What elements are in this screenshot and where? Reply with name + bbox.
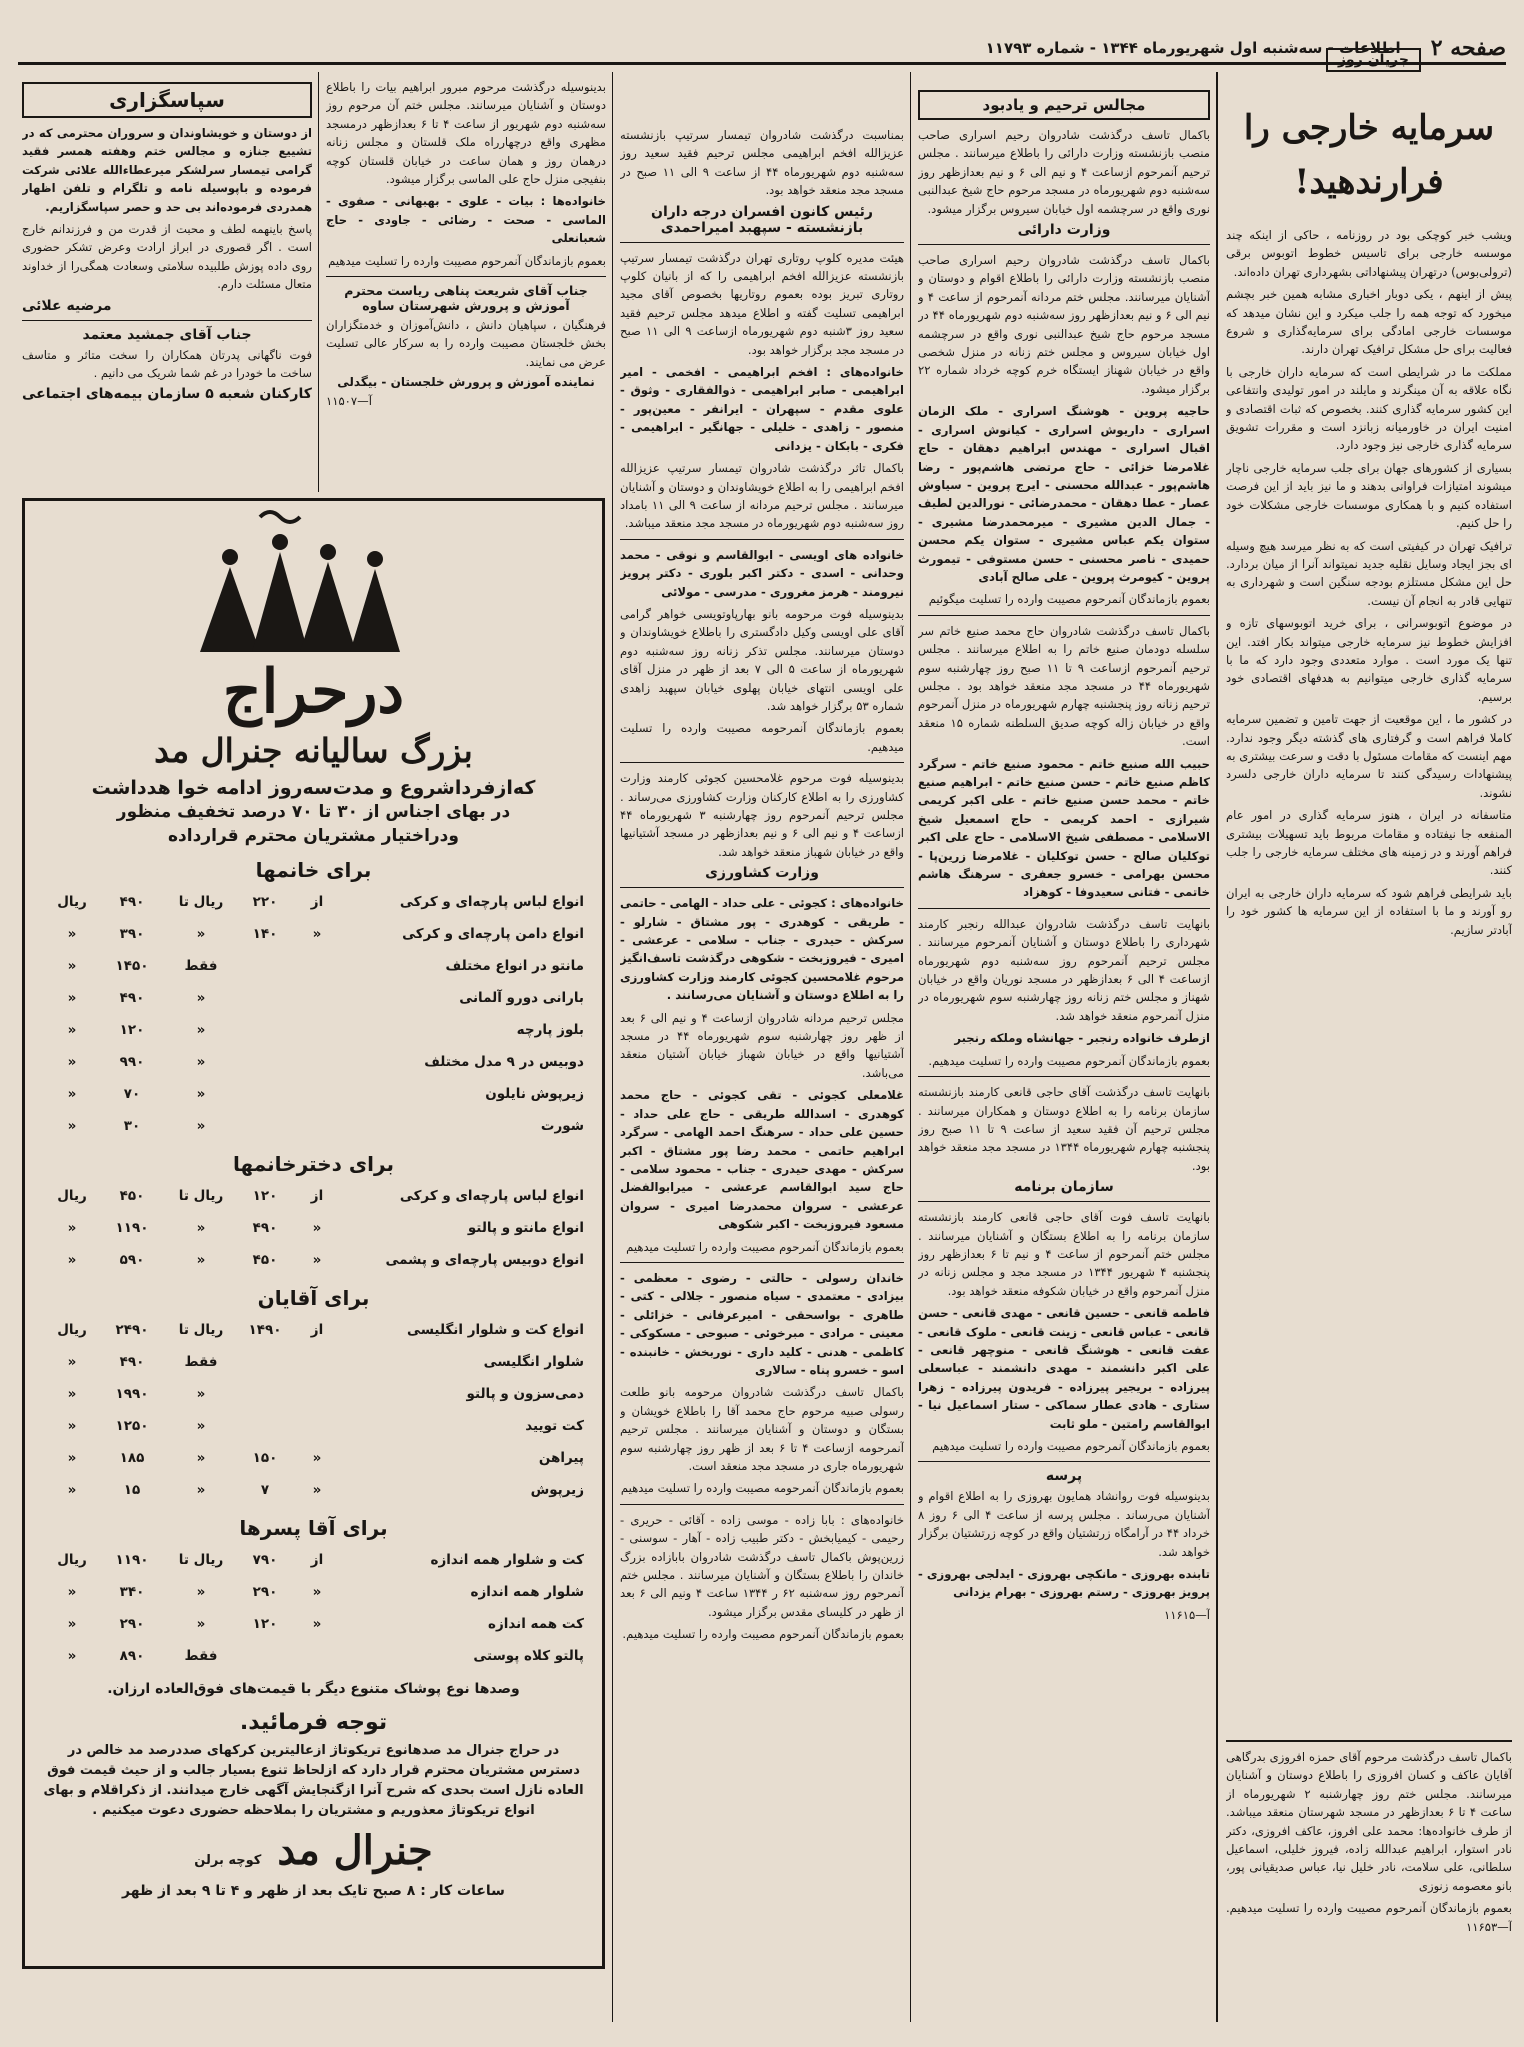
currency: «	[67, 958, 77, 974]
condolence-body: فوت ناگهانی پدرتان همکاران را سخت متاثر و متاسف ساخت ما خودرا در غم شما شریک می دانیم .	[22, 347, 312, 381]
notice-sign: نماینده آموزش و پرورش خلجستان - بیگدلی	[337, 375, 595, 390]
obituary-footer: بعموم بازماندگان آنمرحوم مصیبت وارده را تسلیت میدهیم	[932, 1439, 1210, 1453]
obituary-sign: وزارت کشاورزی	[705, 865, 819, 882]
obituaries-column-2	[620, 86, 904, 2031]
item-name: بلوز پارچه	[516, 1022, 584, 1038]
divider	[326, 276, 606, 277]
obituary-sign: وزارت دارائی	[1017, 222, 1111, 239]
ad-intro-line: در بهای اجناس از ۳۰ تا ۷۰ درصد تخفیف منظور	[116, 802, 511, 822]
ad-price-row	[25, 886, 602, 918]
editorial-title-line1: سرمایه خارجی را	[1243, 108, 1495, 148]
price-from: ۷۹۰	[252, 1552, 278, 1568]
currency: «	[67, 1054, 77, 1070]
currency: «	[67, 1252, 77, 1268]
price-to: ۴۹۰	[119, 894, 145, 910]
obituary-item: بدینوسیله فوت مرحوم غلامحسین کجوئی کارمند وزارت کشاورزی را به اطلاع کارکنان وزارت کشاورزی می‌رساند . مجلس ترحیم آنمرحوم روز چهارشنبه ۳ شهریورماه ۴۴ ازساعت ۴ و نیم الی ۶ و نیم بعدازظهر در مسجد آشتیانیها واقع در خیابان شهباز منعقد خواهد شد.	[620, 771, 904, 859]
obituary-families: فاطمه قانعی - حسین قانعی - مهدی قانعی - حسن قانعی - عباس قانعی - زینت قانعی - ملوک قانعی - عفت قانعی - هوشنگ قانعی - منوچهر قانعی - علی اکبر دانشمند - مهدی دانشمند - عباسعلی پیرزاده - بریجیر پیرزاده - فریدون پیرزاده - زهرا ستاری - هادی عطار سماکی - ستار اسماعیل نیا - ابوالقاسم رامتین - ملو ثابت	[918, 1306, 1210, 1431]
price-from: ۱۲۰	[252, 1188, 278, 1204]
to-label: «	[196, 1450, 206, 1466]
obituary-footer: بعموم بازماندگان آنمرحوم مصیبت وارده را تسلیت میدهیم	[626, 1239, 904, 1254]
obituary-families: غلامعلی کجوئی - تقی کجوئی - حاج محمد کوهدری - اسدالله طریقی - حاج علی حداد - حسین علی حداد - سرهنگ احمد الهامی - سرگرد ابراهیم حاتمی - محمد رضا پور مشتاق - اکبر سرکش - مهدی حیدری - جناب - محمود سلامی - حاج سید ابوالقاسم عرعشی - میرابوالفضل عرعشی - سروان محمدرضا امیری - سروان مسعود فیروزبخت - اکبر شکوهی	[620, 1088, 904, 1232]
obituary-families: خانواده‌های : کجوئی - علی حداد - الهامی - حاتمی - طریقی - کوهدری - پور مشتاق - شارلو - سرکش - حیدری - جناب - سلامی - عرعشی - امیری - فیروزبخت - شکوهی درگذشت تاسف‌انگیز مرحوم غلامحسین کجوئی کارمند وزارت کشاورزی را به اطلاع دوستان و آشنایان می‌رسانند .	[620, 896, 904, 1003]
item-name: شورت	[540, 1118, 584, 1134]
item-name: پالتو کلاه پوستی	[473, 1648, 584, 1664]
currency: ریال	[57, 1322, 87, 1338]
divider	[918, 1076, 1210, 1077]
obituary-families: خانواده‌های : افخم ابراهیمی - افخمی - امیر ابراهیمی - صابر ابراهیمی - ذوالفقاری - وثوق - علوی مقدم - سپهران - ایرانفر - معین‌پور - منصور - زاهدی - خلیلی - جهانگیر - ابراهیمی - فکری - بابکان - یزدانی	[620, 365, 904, 453]
divider	[620, 1504, 904, 1505]
mannequin-icon	[200, 507, 400, 657]
price-to: ۲۴۹۰	[115, 1322, 149, 1338]
to-label: «	[196, 1482, 206, 1498]
to-label: «	[196, 1054, 206, 1070]
item-name: زیرپوش نایلون	[485, 1086, 584, 1102]
ad-price-row	[25, 1346, 602, 1378]
page-number: صفحه ۲	[1430, 35, 1506, 61]
ad-section-title: برای خانمها	[255, 858, 372, 882]
item-name: کت و شلوار همه اندازه	[430, 1552, 584, 1568]
editorial-notice	[1226, 1748, 1512, 2028]
editorial-paragraph: مملکت ما در شرایطی است که سرمایه داران خارجی با نگاه علاقه به آن مینگرند و مایلند در امور تولیدی وانتفاعی این کشور سرمایه گذاری کنند. بخصوص که ثبات اقتصادی و امنیت ایران در خاورمیانه زبانزد است و مقررات تشویق سرمایه گذاری خارجی نیز وجود دارد.	[1226, 364, 1512, 453]
obituary-item: باکمال تاثر درگذشت شادروان تیمسار سرتیپ عزیزالله افخم ابراهیمی را به اطلاع خویشاوندان و دوستان و آشنایان میرسانند . مجلس ترحیم مردانه از ساعت ۹ الی ۱۱ بامداد روز سه‌شنبه دوم شهریورماه در مسجد مجد منعقد میباشد.	[620, 461, 904, 531]
editorial-paragraph: بسیاری از کشورهای جهان برای جلب سرمایه خارجی ناچار میشوند امتیازات فراوانی بدهند و ما نیز باید از این فرصت استفاده کنیم و با همکاری موسسات خارجی مشکلات خود را حل کنیم.	[1226, 460, 1512, 531]
notices-column-a	[326, 78, 606, 493]
ad-intro-line: که‌ازفرداشروع و مدت‌سه‌روز ادامه خوا هدداشت	[91, 777, 536, 799]
thanks-sign: مرضیه علائی	[22, 297, 112, 314]
from-label: «	[312, 1616, 322, 1632]
price-to: ۱۴۵۰	[115, 958, 149, 974]
obituary-item: باکمال تاسف درگذشت شادروان رحیم اسراری صاحب منصب بازنشسته وزارت دارائی را باطلاع میرسانند . مجلس ترحیم آنمرحوم ازساعت ۴ و نیم الی ۶ و نیم بعدازظهر روز سه‌شنبه دوم شهریورماه در مسجد مرحوم حاج شیخ عبدالنبی نوری واقع در سرچشمه اول خیابان سیروس برگزار میشود.	[918, 128, 1210, 216]
ad-price-row	[25, 1110, 602, 1142]
divider	[620, 1262, 904, 1263]
editorial-paragraph: در کشور ما ، این موقعیت از جهت تامین و تضمین سرمایه کاملا فراهم است و گرفتاری های گذشته دیگر وجود ندارد. مهم اینست که مقامات مسئول با دقت و سرعت بیشتری به پیشنهادات رسیدگی کنند تا سرمایه داران خارجی دلسرد نشوند.	[1226, 712, 1512, 800]
from-label: «	[312, 1482, 322, 1498]
obituary-item: باکمال تاسف درگذشت شادروان مرحومه بانو طلعت رسولی صبیه مرحوم حاج محمد آقا را باطلاع خویشان و بستگان و دوستان و آشنایان میرسانند . مجلس ترحیم آنمرحومه ازساعت ۴ تا ۶ بعد از ظهر روز چهارشنبه سوم شهریورماه جاری در مسجد مجد منعقد است.	[620, 1385, 904, 1473]
currency: «	[67, 1220, 77, 1236]
to-label: فقط	[184, 1648, 218, 1664]
price-from: ۱۲۰	[252, 1616, 278, 1632]
masthead	[18, 34, 1506, 65]
price-to: ۲۹۰	[119, 1616, 145, 1632]
price-to: ۱۹۹۰	[115, 1386, 149, 1402]
obituary-item: بدینوسیله فوت روانشاد همایون بهروزی را به اطلاع اقوام و آشنایان می‌رساند . مجلس پرسه از ساعت ۴ الی ۶ روز ۸ خرداد ۴۴ در آرامگاه زرتشتیان واقع در کوچه زرتشتیان برگزار خواهد شد.	[918, 1489, 1210, 1559]
obituary-heading: پرسه	[1045, 1468, 1083, 1485]
item-name: بارانی دورو آلمانی	[459, 990, 584, 1006]
obituary-item: مجلس ترحیم مردانه شادروان ازساعت ۴ و نیم الی ۶ بعد از ظهر روز چهارشنبه سوم شهریورماه ۴۴ در مسجد آشتیانیها واقع در خیابان شهباز خیابان آشتیان منعقد می‌باشد.	[620, 1010, 904, 1080]
to-label: فقط	[184, 958, 218, 974]
editorial-paragraph: باید شرایطی فراهم شود که سرمایه داران خارجی به ایران رو آورند و ما با استفاده از این سرمایه ها کشور خود را آبادتر سازیم.	[1226, 885, 1512, 937]
obituary-families: خانواده های اویسی - ابوالقاسم و نوقی - محمد وحدانی - اسدی - دکتر اکبر بلوری - دکتر پرویز نیرومند - هرمز مغروری - مدرسی - مولائی	[620, 547, 904, 599]
obituary-item: بانهایت تاسف فوت آقای حاجی قانعی کارمند بازنشسته سازمان برنامه را به اطلاع بستگان و آشنایان میرسانند . مجلس ختم آنمرحوم از ساعت ۴ و نیم تا ۶ بعدازظهر روز پنجشنبه ۴ شهریور ۱۳۴۴ در مسجد مجد و مجلس زنانه در منزل آنمرحوم واقع در خیابان شکوفه منعقد خواهد بود.	[918, 1210, 1210, 1298]
currency: ریال	[57, 1188, 87, 1204]
item-name: شلوار انگلیسی	[483, 1354, 584, 1370]
divider	[620, 242, 904, 243]
to-label: «	[196, 1086, 206, 1102]
item-name: انواع لباس پارچه‌ای و کرکی	[399, 894, 584, 910]
editorial-paragraph: ترافیک تهران در کیفیتی است که به نظر میرسد هیچ وسیله ای بجز ایجاد وسایل نقلیه جدید نمیتواند آنرا از میان بردارد. حل این مشکل مستلزم بودجه سنگین است و شهرداری به تنهایی قادر به انجام آن نیست.	[1226, 538, 1512, 608]
price-to: ۴۹۰	[119, 990, 145, 1006]
item-name: انواع لباس پارچه‌ای و کرکی	[399, 1188, 584, 1204]
divider	[918, 908, 1210, 909]
ad-price-row	[25, 1378, 602, 1410]
currency: «	[67, 1584, 77, 1600]
price-to: ۳۰	[123, 1118, 141, 1134]
notices-column-b	[22, 78, 312, 493]
obituary-sign: سازمان برنامه	[1014, 1179, 1114, 1196]
editorial-body	[1226, 226, 1512, 1726]
currency: ریال	[57, 894, 87, 910]
obituary-item: هیئت مدیره کلوپ روتاری تهران درگذشت تیمسار سرتیپ بازنشسته عزیزالله افخم ابراهیمی را که از بانیان کلوپ روتاری تبریز بوده بعموم روتاریها بخصوص آقای مجید ابراهیمی تسلیت گفته و اطلاع میدهد مجلس ترحیم فقید سعید روز ۳شنبه دوم شهریورماه ازساعت ۹ الی ۱۱ صبح در مسجد مجد برگزار خواهد بود.	[620, 250, 904, 357]
to-label: ریال تا	[178, 1188, 224, 1204]
ad-hours: ساعات کار : ۸ صبح تایک بعد از ظهر و ۴ تا ۹ بعد از ظهر	[122, 1883, 505, 1899]
price-to: ۴۹۰	[119, 1354, 145, 1370]
ad-title: درحراج	[222, 657, 405, 727]
divider	[918, 615, 1210, 616]
thanks-body: از دوستان و خویشاوندان و سروران محترمی که در تشییع جنازه و مجالس ختم وهفته همسر فقید گرامی تیمسار سرلشکر میرعطاءالله علائی شرکت فرموده و باپوسیله نامه و تلگرام و تلفن اظهار همدردی فرموده‌اند بی حد و حصر سپاسگزاریم.	[22, 126, 312, 214]
price-to: ۱۲۰	[119, 1022, 145, 1038]
item-name: انواع مانتو و پالتو	[467, 1220, 584, 1236]
divider	[620, 539, 904, 540]
item-name: انواع کت و شلوار انگلیسی	[407, 1322, 584, 1338]
obituary-item: خانواده‌های : بابا زاده - موسی زاده - آقائی - حریری - رحیمی - کیمیابخش - دکتر طبیب زاده - آهار - سوسنی - زرین‌پوش باکمال تاسف درگذشت شادروان بابازاده بزرگ خاندان را باطلاع بستگان و آشنایان میرسانند . مجلس ختم آنمرحوم روز سه‌شنبه ۶۲ ر ۱۳۴۴ ساعت ۴ ونیم الی ۶ بعد از ظهر در کلیسای مقدس برگزار میشود.	[620, 1512, 904, 1619]
editorial-paragraph: در موضوع اتوبوسرانی ، برای خرید اتوبوسهای تازه و افزایش خطوط نیز سرمایه خارجی میتواند بکار افتد. این تنها یک مورد است . موارد متعددی وجود دارد که ما با سرمایه گذاری خارجی میتوانیم به هدفهای اقتصادی خود برسیم.	[1226, 616, 1512, 704]
condolence-title: جناب آقای جمشید معتمد	[82, 326, 252, 343]
price-to: ۹۹۰	[119, 1054, 145, 1070]
obituary-item: بانهایت تاسف درگذشت شادروان عبدالله رنجبر کارمند شهرداری را باطلاع دوستان و آشنایان آنمرحوم میرسانند . مجلس ترحیم آنمرحوم روز سه‌شنبه دوم شهریورماه ازساعت ۴ الی ۶ بعدازظهر در مسجد نوریان واقع در خیابان شهناز و مجلس ختم زنانه روز چهارشنبه سوم شهریورماه در منزل آنمرحوم منعقد خواهد شد.	[918, 916, 1210, 1023]
currency: «	[67, 1022, 77, 1038]
to-label: «	[196, 1616, 206, 1632]
ad-price-row	[25, 918, 602, 950]
ad-intro	[45, 776, 582, 848]
ad-intro-line: ودراختیار مشتریان محترم قرارداده	[168, 826, 459, 846]
obituary-families: تابنده بهروزی - مانکچی بهروزی - ایدلجی بهروزی - پرویز بهروزی - رستم بهروزی - بهرام یزدانی	[918, 1567, 1210, 1600]
column-rule	[910, 72, 911, 2022]
ad-price-row	[25, 1474, 602, 1506]
obituary-footer: بعموم بازماندگان آنمرحومه مصیبت وارده را تسلیت میدهیم	[620, 1481, 904, 1496]
obituary-families: حبیب الله صنیع خاتم - محمود صنیع خاتم - سرگرد کاظم صنیع خاتم - حسن صنیع خاتم - ابراهیم صنیع خاتم - محمد حسن صنیع خاتم - علی اکبر کریمی شیرازی - احمد کریمی - حاج اسمعیل شیخ الاسلامی - مصطفی شیخ الاسلامی - حاج علی اکبر توکلیان صالح - حسن توکلیان - غلامرضا زرین‌پا - محسن بهرامی - خسرو جعفری - سرهنگ هاشم خاتمی - فتانی سعیدوفا - کوهزاد	[918, 756, 1210, 900]
column-rule	[612, 72, 613, 2022]
from-label: «	[312, 926, 322, 942]
from-label: «	[312, 1252, 322, 1268]
editorial-paragraph: پیش از اینهم ، یکی دوبار اخباری مشابه همین خبر بچشم میخورد که توجه همه را جلب میکرد و این نشان میدهد که موسسات خارجی امادگی برای سرمایه‌گذاری و شروع فعالیت برای حل مشکل ترافیک تهران دارند.	[1226, 287, 1512, 357]
ad-attention: توجه فرمائید.	[239, 1710, 388, 1735]
obituaries-column-1	[918, 86, 1210, 2031]
to-label: «	[196, 1386, 206, 1402]
ad-section-title: برای آقایان	[257, 1286, 370, 1310]
ad-price-row	[25, 1180, 602, 1212]
ad-price-row	[25, 1544, 602, 1576]
ad-brand-address: کوچه برلن	[194, 1853, 262, 1868]
obituary-families: ازطرف خانواده رنجبر - جهانشاه وملکه رنجبر	[954, 1031, 1210, 1046]
price-to: ۷۰	[123, 1086, 141, 1102]
price-from: ۲۲۰	[252, 894, 278, 910]
price-from: ۱۴۹۰	[248, 1322, 282, 1338]
ad-price-row	[25, 1576, 602, 1608]
notice-code: آ—۱۱۵۰۷	[326, 394, 372, 409]
thanks-body: پاسخ باینهمه لطف و محبت از قدرت من و فرزندانم خارج است . اگر قصوری در ابراز ارادت وعرض تشکر حضوری روی داده پوزش طلبیده سلامتی وسعادت همگی‌را از خداوند متعال مسئلت دارم.	[22, 222, 312, 292]
price-to: ۱۱۹۰	[115, 1552, 149, 1568]
obituary-footer: بعموم بازماندگان آنمرحومه مصیبت وارده را تسلیت میدهیم.	[620, 721, 904, 754]
to-label: «	[196, 926, 206, 942]
notice-text: بدینوسیله درگذشت مرحوم مبرور ابراهیم بیات را باطلاع دوستان و آشنایان میرسانند. مجلس ختم آن مرحوم روز سه‌شنبه دوم شهریور از ساعت ۴ تا ۶ بعدازظهر درمسجد مظهری واقع درچهارراه ملک قلستان و مجلس زنانه درهمان روز و همان ساعت در خیابان قلستان کوچه بنفیجی منزل حاج علی الماسی برگزار میشود.	[326, 80, 606, 187]
obituary-item: بدینوسیله فوت مرحومه بانو بهارپاوتویسی خواهر گرامی آقای علی اویسی وکیل دادگستری را باطلاع خویشاوندان و دوستان میرسانند. مجلس تذکر زنانه روز سه‌شنبه دوم شهریورماه از ساعت ۵ الی ۷ بعد از ظهر در منزل آقای علی اویسی انتهای خیابان پهلوی خیابان سپهبد زاهدی شماره ۵۳ برگزار خواهد شد.	[620, 606, 904, 713]
issue-line: اطلاعات - سه‌شنبه اول شهریورماه ۱۳۴۴ - شماره ۱۱۷۹۳	[985, 39, 1401, 57]
currency: «	[67, 1354, 77, 1370]
ad-price-row	[25, 1442, 602, 1474]
currency: «	[67, 1418, 77, 1434]
notice-footer: بعموم بازماندگان آنمرحوم مصیبت وارده را تسلیت میدهیم	[328, 253, 606, 268]
price-to: ۸۹۰	[119, 1648, 145, 1664]
sale-logo	[25, 501, 602, 651]
from-label: «	[312, 1450, 322, 1466]
to-label: «	[196, 990, 206, 1006]
obituary-sign: رئیس کانون افسران درجه داران بازنشسته - سپهبد امیراحمدی	[651, 203, 873, 236]
divider	[620, 762, 904, 763]
item-name: زیرپوش	[530, 1482, 584, 1498]
currency: «	[67, 1482, 77, 1498]
currency: «	[67, 926, 77, 942]
currency: «	[67, 1616, 77, 1632]
ad-section-title: برای دخترخانمها	[233, 1152, 394, 1176]
divider	[22, 320, 312, 321]
currency: «	[67, 1648, 77, 1664]
obituary-footer: بعموم بازماندگان آنمرحوم مصیبت وارده را تسلیت میگوئیم	[928, 592, 1210, 607]
currency: «	[67, 1450, 77, 1466]
to-label: «	[196, 1220, 206, 1236]
ad-price-row	[25, 1244, 602, 1276]
notice-footer: بعموم بازماندگان آنمرحوم مصیبت وارده را تسلیت میدهیم. آ—۱۱۶۵۳	[1226, 1901, 1512, 1934]
divider	[918, 244, 1210, 245]
currency: «	[67, 1118, 77, 1134]
obituary-families: خاندان رسولی - حالتی - رضوی - معظمی - بیزادی - معتمدی - سیاه منصور - جلالی - کتی - طاهری - بواسحقی - امیرعرفانی - خزائلی - معینی - مرادی - مبرخوئی - صبوحی - مسکوکی - کاظمی - هدنی - کلید داری - نوربخش - خانبنده - اسو - خسرو پناه - سالاری	[620, 1270, 904, 1377]
ad-price-row	[25, 1608, 602, 1640]
sale-advertisement	[22, 498, 605, 1969]
notice-families: خانواده‌ها : بیات - علوی - بهبهانی - صفوی - الماسی - صحت - رضائی - جاودی - حاج شعبانعلی	[326, 194, 606, 246]
item-name: انواع دامن پارچه‌ای و کرکی	[402, 926, 584, 942]
item-name: دمی‌سزون و پالتو	[466, 1386, 584, 1402]
price-to: ۱۵	[123, 1482, 141, 1498]
from-label: از	[310, 1552, 324, 1568]
obituary-footer: بعموم بازماندگان آنمرحوم مصیبت وارده را تسلیت میدهیم.	[928, 1053, 1210, 1068]
ad-brand-row	[25, 1827, 602, 1874]
ad-price-row	[25, 1078, 602, 1110]
ad-subtitle: بزرگ سالیانه جنرال مد	[154, 731, 473, 770]
thanks-title: سپاسگزاری	[22, 82, 312, 118]
obituary-item: باکمال تاسف درگذشت شادروان رحیم اسراری صاحب منصب بازنشسته وزارت دارائی را باطلاع اقوام و دوستان و آشنایان میرسانند. مجلس ختم مردانه آنمرحوم از ساعت ۴ و نیم الی ۶ و نیم بعدازظهر روز سه‌شنبه دوم شهریورماه ۴۴ در مسجد مرحوم حاج شیخ عبدالنبی نوری واقع در سرچشمه اول خیابان سیروس و مجلس ختم زنانه در منزل شخصی واقع در خیابان شهناز ایستگاه خرم کوچه خرداد شماره ۲۲ برگزار میشود.	[918, 253, 1210, 396]
to-label: ریال تا	[178, 894, 224, 910]
ad-price-sections	[25, 858, 602, 1672]
ad-section-title: برای آقا پسرها	[239, 1516, 388, 1540]
currency: ریال	[57, 1552, 87, 1568]
to-label: ریال تا	[178, 1552, 224, 1568]
notice-title: جناب آقای شریعت پناهی ریاست محترم آموزش و پرورش شهرستان ساوه	[344, 283, 588, 314]
obituary-item: بمناسبت درگذشت شادروان تیمسار سرتیپ بازنشسته عزیزالله افخم ابراهیمی مجلس ترحیم فقید سعید روز سه‌شنبه دوم شهریورماه ۴۴ از ساعت ۹ الی ۱۱ صبح در مسجد مجد منعقد خواهد بود.	[620, 128, 904, 198]
from-label: «	[312, 1584, 322, 1600]
column-rule	[318, 72, 319, 492]
price-from: ۱۵۰	[252, 1450, 278, 1466]
ad-brand: جنرال مد	[277, 1827, 433, 1874]
price-from: ۴۹۰	[252, 1220, 278, 1236]
ad-price-row	[25, 1314, 602, 1346]
price-to: ۴۵۰	[119, 1188, 145, 1204]
divider	[1226, 1740, 1512, 1742]
item-name: مانتو در انواع مختلف	[445, 958, 584, 974]
divider	[620, 887, 904, 888]
ad-price-row	[25, 1640, 602, 1672]
ad-price-row	[25, 1046, 602, 1078]
obituary-families: حاجیه پروین - هوشنگ اسراری - ملک الزمان اسراری - داریوش اسراری - کیانوش اسراری - اقبال اسراری - مهندس ابراهیم دهقان - حاج غلامرضا خزائی - حاج مرتضی هاشم‌پور - رضا هاشم‌پور - عبدالله محسنی - ایرج پروین - سیاوش عصار - عطا دهقان - محمدرضائی - نورالدین لطیف - جمال الدین مشیری - میرمحمدرضا مشیری - ستوان یکم عباس مشیری - ستوان یکم محسن حمیدی - ناصر محسنی - حسن مستوفی - تیمورث پروین - کیومرث پروین - علی صالح آبادی	[918, 404, 1210, 584]
item-name: کت همه اندازه	[487, 1616, 584, 1632]
price-to: ۱۲۵۰	[115, 1418, 149, 1434]
editorial-title-line2: فرارندهید!	[1294, 162, 1444, 202]
notice-text: فرهنگیان ، سپاهیان دانش ، دانش‌آموزان و خدمتگزاران بخش خلجستان مصیبت وارده را به سرکار عالی تسلیت عرض می نمایند.	[326, 318, 606, 369]
currency: «	[67, 1086, 77, 1102]
from-label: از	[310, 894, 324, 910]
from-label: از	[310, 1322, 324, 1338]
ad-price-row	[25, 1410, 602, 1442]
divider	[918, 1201, 1210, 1202]
item-name: شلوار همه اندازه	[470, 1584, 584, 1600]
price-to: ۳۴۰	[119, 1584, 145, 1600]
ad-price-row	[25, 1014, 602, 1046]
price-to: ۵۹۰	[119, 1252, 145, 1268]
price-from: ۴۵۰	[252, 1252, 278, 1268]
divider	[918, 1461, 1210, 1462]
editorial-paragraph: متاسفانه در ایران ، هنوز سرمایه گذاری در امور عام المنفعه جا نیفتاده و مقامات مربوط باید تسهیلات بیشتری فراهم آورند و در زمینه های مختلف سرمایه خارجی را جلب کنند.	[1226, 808, 1512, 878]
editorial-paragraph: ویشب خبر کوچکی بود در روزنامه ، حاکی از اینکه چند موسسه خارجی برای تاسیس خطوط اتوبوس برقی (ترولی‌بوس) درتهران پیشنهاداتی بشهرداری تهران داده‌اند.	[1226, 228, 1512, 279]
item-name: پیراهن	[538, 1450, 584, 1466]
from-label: از	[310, 1188, 324, 1204]
obituary-code: آ—۱۱۶۱۵	[1164, 1607, 1210, 1622]
notice-text: باکمال تاسف درگذشت مرحوم آقای حمزه افروزی بدرگاهی آقایان عاکف و کسان افروزی را باطلاع دوستان و آشنایان میرسانند. مجلس ختم روز چهارشنبه ۲ شهریورماه از ساعت ۴ تا ۶ بعدازظهر در مسجد شهرستان منعقد میباشد. از طرف خانواده‌ها: محمد علی افروز، عاکف افروزی، دکتر نادر استوار، ابراهیم عبدالله زاده، فیروز خلیلی، اسماعیل سلطانی، علی سلامت، نادر خلیل نیا، عباس صدیقیانی پور، بانو معصومه زنوزی	[1226, 1750, 1512, 1893]
to-label: ریال تا	[178, 1322, 224, 1338]
to-label: «	[196, 1118, 206, 1134]
price-from: ۷	[260, 1482, 270, 1498]
from-label: «	[312, 1220, 322, 1236]
to-label: «	[196, 1418, 206, 1434]
column-rule	[1216, 72, 1218, 2022]
price-to: ۱۸۵	[119, 1450, 145, 1466]
ad-price-row	[25, 1212, 602, 1244]
section-tag: جریان روز	[1326, 48, 1421, 72]
currency: «	[67, 990, 77, 1006]
ad-body-note: در حراج جنرال مد صدهانوع تریکوتاژ ازعالیترین کرکهای صددرصد مد خالص در دسترس مشتریان محترم قرار دارد که ازلحاظ تنوع بسیار جالب و از حیث قیمت فوق العاده نازل است بحدی که شرح آنرا ازگنجایش آگهی خارج میدانند. از ذکراقلام و بهای انواع تریکوتاژ معذوریم و مشتریان را بملاحظه حضوری دعوت میکنیم .	[43, 1743, 584, 1818]
price-from: ۲۹۰	[252, 1584, 278, 1600]
ad-price-row	[25, 982, 602, 1014]
to-label: «	[196, 1022, 206, 1038]
obituaries-header: مجالس ترحیم و یادبود	[918, 90, 1210, 120]
to-label: «	[196, 1252, 206, 1268]
to-label: «	[196, 1584, 206, 1600]
price-to: ۱۱۹۰	[115, 1220, 149, 1236]
item-name: انواع دوبیس پارچه‌ای و پشمی	[385, 1252, 584, 1268]
price-from: ۱۴۰	[252, 926, 278, 942]
ad-price-row	[25, 950, 602, 982]
obituary-item: باکمال تاسف درگذشت شادروان حاج محمد صنیع خاتم سر سلسله دودمان صنیع خاتم را به اطلاع میرسانند . مجلس ترحیم آنمرحوم ازساعت ۹ تا ۱۱ صبح روز چهارشنبه سوم شهریورماه ۴۴ در مسجد مجد منعقد خواهد بود . مجلس ترحیم زنانه روز پنجشنبه چهارم شهریورماه در منزل آنمرحوم واقع در خیابان زاله کوچه صدیق السلطنه شماره ۱۵ منعقد است.	[918, 623, 1210, 749]
currency: «	[67, 1386, 77, 1402]
obituary-item: بانهایت تاسف درگذشت آقای حاجی قانعی کارمند بازنشسته سازمان برنامه را به اطلاع دوستان و همکاران میرسانند . مجلس ترحیم آن فقید سعید از ساعت ۹ تا ۱۱ صبح روز پنجشنبه چهارم شهریورماه ۱۳۴۴ در مسجد مجد منعقد خواهد بود.	[918, 1085, 1210, 1173]
to-label: فقط	[184, 1354, 218, 1370]
condolence-sign: کارکنان شعبه ۵ سازمان بیمه‌های اجتماعی	[22, 386, 312, 403]
obituary-footer: بعموم بازماندگان آنمرحوم مصیبت وارده را تسلیت میدهیم.	[622, 1627, 904, 1642]
price-to: ۳۹۰	[119, 926, 145, 942]
item-name: کت تویید	[525, 1418, 584, 1434]
item-name: دوبیس در ۹ مدل مختلف	[424, 1054, 584, 1070]
ad-more-note: وصدها نوع پوشاک متنوع دیگر با قیمت‌های فوق‌العاده ارزان.	[107, 1681, 520, 1697]
